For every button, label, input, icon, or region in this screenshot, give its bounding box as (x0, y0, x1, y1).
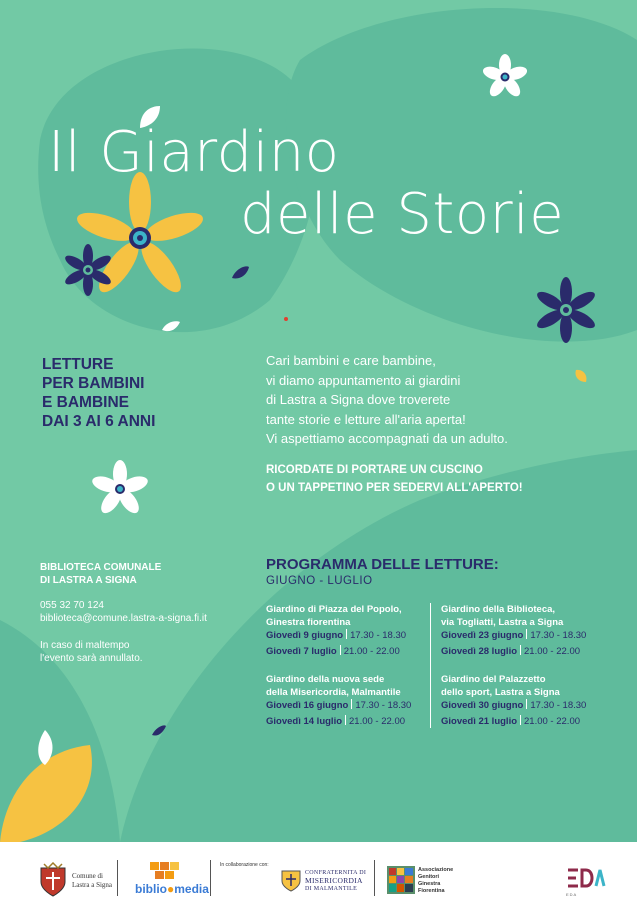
schedule-divider (430, 603, 431, 728)
intro-line: Cari bambini e care bambine, (266, 353, 436, 368)
venue-block (441, 673, 586, 728)
schedule-row: Giovedì 23 giugno 17.30 - 18.30 (441, 630, 587, 641)
comune-label: Comune di (72, 872, 103, 880)
misericordia-label: CONFRATERNITA DI (305, 870, 367, 876)
venue-name: Giardino del Palazzetto (441, 674, 546, 685)
venue-name: Giardino della Biblioteca, (441, 604, 556, 615)
venue-name: Giardino della nuova sede (266, 674, 385, 685)
petal-yellow-icon (575, 370, 586, 382)
venue-block (266, 673, 411, 728)
reminder-line: RICORDATE DI PORTARE UN CUSCINO (266, 464, 483, 476)
schedule-row: Giovedì 16 giugno 17.30 - 18.30 (266, 700, 412, 711)
associazione-label: Ginestra (418, 881, 441, 887)
library-email[interactable]: biblioteca@comune.lastra-a-signa.fi.it (40, 613, 207, 624)
comune-crest-icon (38, 862, 68, 898)
associazione-label: Fiorentina (418, 888, 445, 894)
misericordia-label: MISERICORDIA (305, 876, 363, 885)
schedule-row: Giovedì 30 giugno 17.30 - 18.30 (441, 700, 587, 711)
misericordia-logo-text (305, 869, 366, 893)
venue-name: della Misericordia, Malmantile (266, 687, 401, 698)
bibliomedia-text: media (174, 882, 209, 896)
eda-logo-icon (566, 868, 606, 890)
weather-note: l'evento sarà annullato. (40, 653, 143, 664)
bibliomedia-text: biblio (135, 882, 167, 896)
venue-name: Giardino di Piazza del Popolo, (266, 604, 402, 615)
reminder-line: O UN TAPPETINO PER SEDERVI ALL'APERTO! (266, 482, 523, 494)
eda-logo-text: EDA (566, 892, 578, 897)
bibliomedia-logo: biblio●media (135, 882, 209, 896)
footer-separator (117, 860, 118, 896)
audience-line: PER BAMBINI (42, 375, 145, 392)
library-info (40, 561, 207, 665)
associazione-label: Associazione (418, 867, 454, 873)
venue-name: via Togliatti, Lastra a Signa (441, 617, 564, 628)
intro-line: vi diamo appuntamento ai giardini (266, 372, 461, 388)
venue-name: Ginestra fiorentina (266, 617, 351, 628)
intro-text (266, 351, 566, 449)
misericordia-crest-icon (280, 868, 302, 892)
comune-logo-text (72, 872, 112, 890)
library-name: BIBLIOTECA COMUNALE (40, 562, 162, 573)
intro-line: Vi aspettiamo accompagnati da un adulto. (266, 431, 508, 446)
flower-white-left-icon (90, 460, 149, 517)
venue-block (266, 603, 406, 658)
audience-line: LETTURE (42, 356, 114, 373)
schedule-row: Giovedì 14 luglio 21.00 - 22.00 (266, 716, 406, 727)
footer-separator (210, 860, 211, 896)
red-dot-icon (284, 317, 288, 321)
footer-separator (374, 860, 375, 896)
venue-name: dello sport, Lastra a Signa (441, 687, 560, 698)
reminder-text (266, 461, 523, 497)
associazione-label: Genitori (418, 874, 440, 880)
audience-age: DAI 3 AI 6 ANNI (42, 413, 156, 430)
title-line-2: delle Storie (240, 182, 565, 247)
comune-label: Lastra a Signa (72, 881, 113, 889)
intro-line: tante storie e letture all'aria aperta! (266, 411, 466, 427)
library-name: DI LASTRA A SIGNA (40, 575, 137, 586)
title-line-1: Il Giardino (48, 120, 340, 185)
schedule-row: Giovedì 9 giugno 17.30 - 18.30 (266, 630, 407, 641)
bibliomedia-blocks-icon (150, 862, 180, 880)
associazione-mosaic-icon (387, 866, 415, 894)
program-title: PROGRAMMA DELLE LETTURE: (266, 556, 499, 573)
library-phone[interactable]: 055 32 70 124 (40, 600, 104, 611)
collab-label: In collaborazione con: (220, 862, 269, 868)
venue-block (441, 603, 586, 658)
misericordia-label: DI MALMANTILE (305, 886, 358, 892)
schedule-row: Giovedì 21 luglio 21.00 - 22.00 (441, 716, 581, 727)
associazione-logo-text (418, 867, 453, 895)
schedule-row: Giovedì 28 luglio 21.00 - 22.00 (441, 646, 581, 657)
audience-line: E BAMBINE (42, 394, 129, 411)
schedule-row: Giovedì 7 luglio 21.00 - 22.00 (266, 646, 400, 657)
program-subtitle: GIUGNO - LUGLIO (266, 575, 373, 587)
audience-block (42, 355, 155, 431)
weather-note: In caso di maltempo (40, 640, 130, 651)
intro-line: di Lastra a Signa dove troverete (266, 392, 451, 407)
